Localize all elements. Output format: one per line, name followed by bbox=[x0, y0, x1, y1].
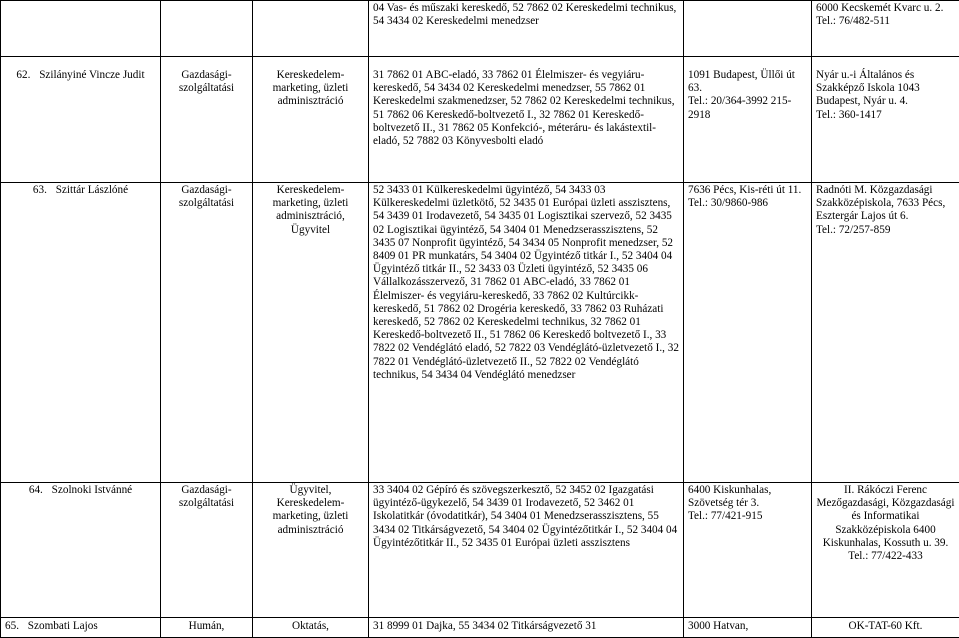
row-number: 65. bbox=[5, 620, 25, 633]
school-cell: II. Rákóczi Ferenc Mezőgazdasági, Közgazdasági és Informatikai Szakközépiskola 6400 Kiskunhalas, Kossuth u. 39. Tel.: 77/422-433 bbox=[812, 483, 959, 618]
table-row bbox=[1, 618, 959, 638]
name-cell bbox=[1, 618, 161, 638]
qualifications-cell: 31 8999 01 Dajka, 55 3434 02 Titkárságvezető 31 bbox=[369, 618, 684, 638]
name-cell bbox=[1, 1, 161, 57]
row-number: 62. bbox=[16, 69, 36, 82]
address-cell: 7636 Pécs, Kis-réti út 11. Tel.: 30/9860-986 bbox=[684, 183, 812, 483]
qualifications-cell: 52 3433 01 Külkereskedelmi ügyintéző, 54 3433 03 Külkereskedelmi üzletkötő, 52 3435 01 Európai üzleti asszisztens, 54 3439 01 Irodavezető, 54 3435 01 Logisztikai szervező, 52 3435 02 Logisztikai ügyintéző, 54 3404 01 Menedzserasszisztens, 52 3435 07 Nonprofit ügyintéző, 54 3434 05 Nonprofit menedzser, 52 8409 01 PR munkatárs, 54 3404 02 Ügyintéző titkár I., 52 3404 04 Ügyintéző titkár II., 52 3433 03 Üzleti ügyintéző, 52 3435 06 Vállalkozásszervező, 31 7862 01 ABC-eladó, 33 7862 01 Élelmiszer- és vegyiáru-kereskedő, 33 7862 02 Kultúrcikk-kereskedő, 51 7862 02 Drogéria kereskedő, 33 7862 03 Ruházati kereskedő, 52 7862 02 Kereskedelmi technikus, 32 7862 01 Kereskedő-boltvezető II., 51 7862 06 Kereskedő boltvezető I., 33 7822 02 Vendéglátó eladó, 52 7822 03 Vendéglátó-üzletvezető I., 32 7822 01 Vendéglátó-üzletvezető II., 52 7822 02 Vendéglátó technikus, 54 3434 04 Vendéglátó menedzser bbox=[369, 183, 684, 483]
address-cell: 1091 Budapest, Üllői út 63. Tel.: 20/364-3992 215-2918 bbox=[684, 57, 812, 183]
school-cell: 6000 Kecskemét Kvarc u. 2. Tel.: 76/482-511 bbox=[812, 1, 959, 57]
table-row bbox=[1, 1, 959, 57]
school-cell: Radnóti M. Közgazdasági Szakközépiskola, 7633 Pécs, Esztergár Lajos út 6. Tel.: 72/257-859 bbox=[812, 183, 959, 483]
address-cell bbox=[684, 1, 812, 57]
school-cell: Nyár u.-i Általános és Szakképző Iskola 1043 Budapest, Nyár u. 4. Tel.: 360-1417 bbox=[812, 57, 959, 183]
qualifications-cell: 04 Vas- és műszaki kereskedő, 52 7862 02 Kereskedelmi technikus, 54 3434 02 Kereskedelmi menedzser bbox=[369, 1, 684, 57]
table-row bbox=[1, 483, 959, 618]
field-cell bbox=[161, 1, 253, 57]
name-cell bbox=[1, 183, 161, 483]
person-name: Szittár Lászlóné bbox=[56, 184, 128, 196]
specialization-cell bbox=[253, 1, 369, 57]
name-cell bbox=[1, 57, 161, 183]
field-cell: Gazdasági-szolgáltatási bbox=[161, 183, 253, 483]
row-number: 63. bbox=[33, 184, 53, 197]
school-cell: OK-TAT-60 Kft. bbox=[812, 618, 959, 638]
person-name: Szolnoki Istvánné bbox=[52, 484, 132, 496]
field-cell: Humán, bbox=[161, 618, 253, 638]
specialization-cell: Kereskedelem-marketing, üzleti adminisztráció, Ügyvitel bbox=[253, 183, 369, 483]
specialization-cell: Oktatás, bbox=[253, 618, 369, 638]
address-cell: 6400 Kiskunhalas, Szövetség tér 3. Tel.: 77/421-915 bbox=[684, 483, 812, 618]
field-cell: Gazdasági-szolgáltatási bbox=[161, 57, 253, 183]
qualifications-cell: 31 7862 01 ABC-eladó, 33 7862 01 Élelmiszer- és vegyiáru-kereskedő, 54 3434 02 Kereskedelmi menedzser, 55 7862 01 Kereskedelmi szakmenedzser, 52 7862 02 Kereskedelmi technikus, 51 7862 06 Kereskedő-boltvezető I., 32 7862 01 Kereskedő-boltvezető II., 31 7862 05 Konfekció-, méteráru- és lakástextil-eladó, 52 7882 03 Könyvesbolti eladó bbox=[369, 57, 684, 183]
name-cell bbox=[1, 483, 161, 618]
person-name: Szombati Lajos bbox=[28, 620, 98, 632]
specialization-cell: Kereskedelem-marketing, üzleti adminisztráció bbox=[253, 57, 369, 183]
person-name: Szilányiné Vincze Judit bbox=[39, 69, 144, 81]
specialization-cell: Ügyvitel, Kereskedelem-marketing, üzleti adminisztráció bbox=[253, 483, 369, 618]
field-cell: Gazdasági-szolgáltatási bbox=[161, 483, 253, 618]
table-row bbox=[1, 57, 959, 183]
table-row bbox=[1, 183, 959, 483]
address-cell: 3000 Hatvan, bbox=[684, 618, 812, 638]
row-number: 64. bbox=[29, 484, 49, 497]
qualifications-cell: 33 3404 02 Gépíró és szövegszerkesztő, 52 3452 02 Igazgatási ügyintéző-ügykezelő, 54 3439 01 Irodavezető, 52 3462 01 Iskolatitkár (óvodatitkár), 54 3404 01 Menedzserasszisztens, 55 3434 02 Titkárságvezető, 54 3404 02 Ügyintézőtitkár I., 52 3404 04 Ügyintézőtitkár II., 52 3435 01 Európai üzleti asszisztens bbox=[369, 483, 684, 618]
